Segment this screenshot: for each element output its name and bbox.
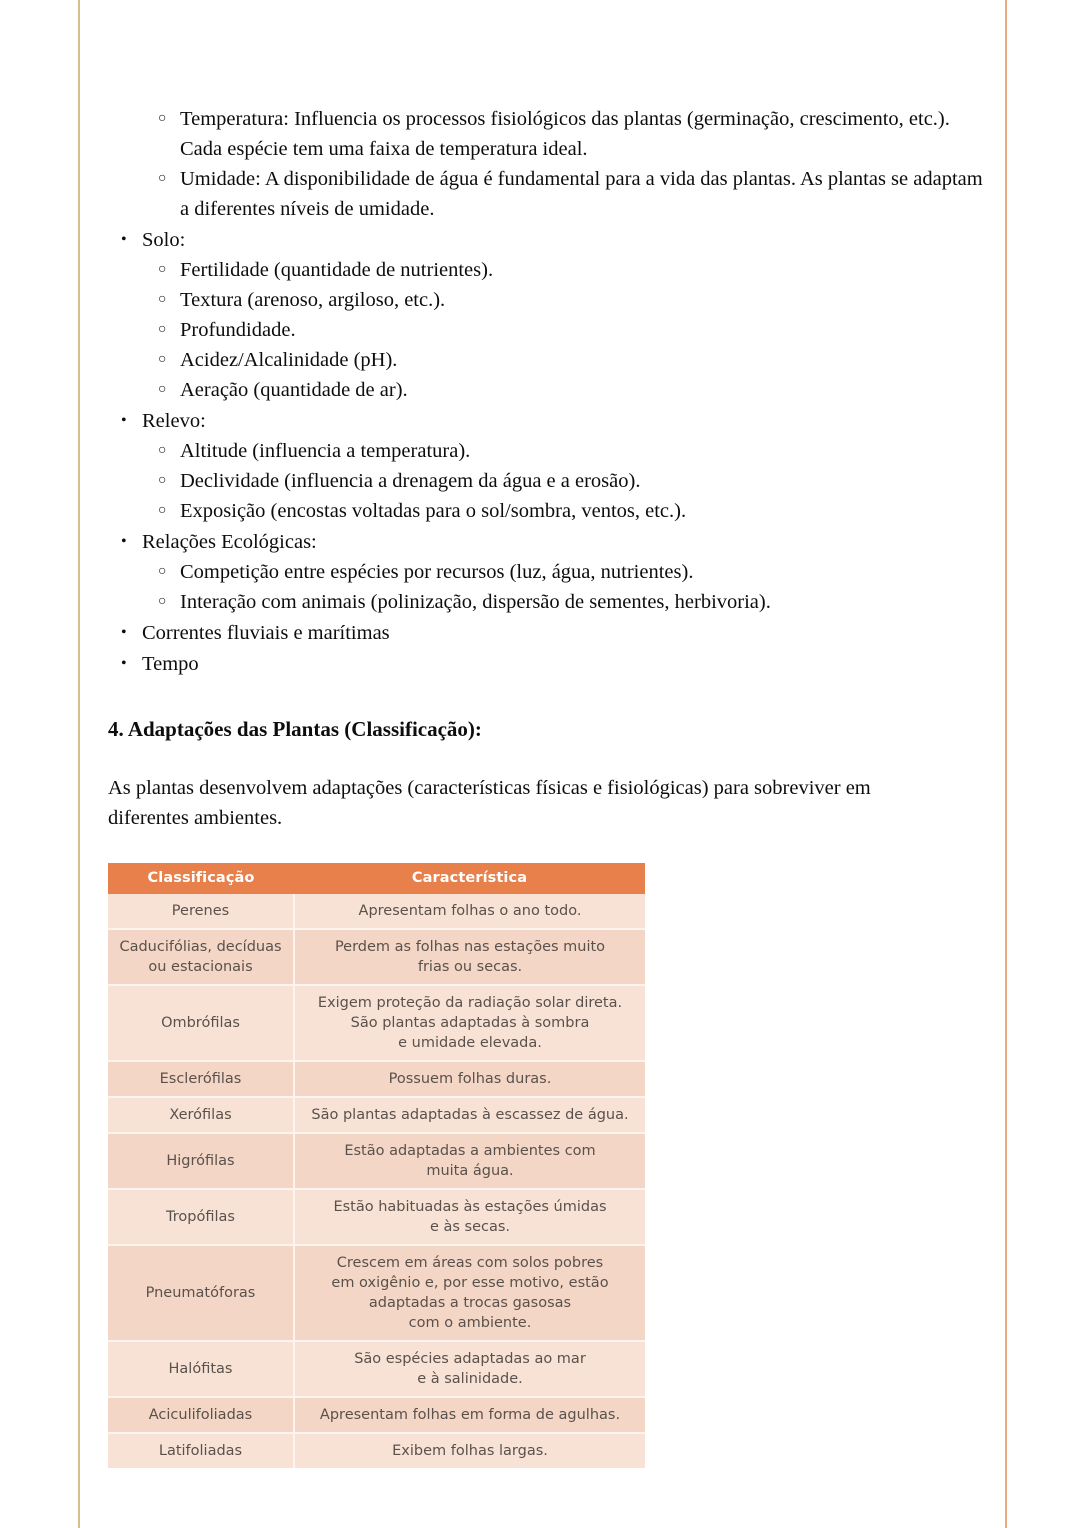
table-cell-classificacao — [108, 1341, 294, 1397]
outline-item-label: Declividade (influencia a drenagem da água e a erosão). — [180, 470, 641, 492]
table-cell-caracteristica — [294, 1061, 645, 1097]
bullet-filled-icon: • — [121, 533, 127, 550]
bullet-filled-icon: • — [121, 655, 127, 672]
table-cell-caracteristica — [294, 894, 645, 929]
outline-item — [108, 225, 988, 255]
outline-item-label: Profundidade. — [180, 319, 296, 341]
table-row — [108, 985, 645, 1061]
table-cell-line: e às secas. — [429, 1219, 511, 1235]
table-cell-line: Aciculifoliadas — [148, 1407, 253, 1423]
table-cell-classificacao — [108, 1133, 294, 1189]
bullet-hollow-icon: ○ — [158, 262, 167, 277]
page-rule-left — [78, 0, 80, 1528]
outline-item — [108, 285, 988, 315]
table-cell-line: Estão adaptadas a ambientes com — [344, 1143, 596, 1159]
outline-item — [108, 436, 988, 466]
outline-item-label: Interação com animais (polinização, dispersão de sementes, herbivoria). — [180, 591, 771, 613]
outline-item — [108, 375, 988, 405]
outline-item — [108, 466, 988, 496]
table-row — [108, 1433, 645, 1468]
outline-item — [108, 587, 988, 617]
table-cell-caracteristica — [294, 1397, 645, 1433]
table-cell-caracteristica — [294, 1245, 645, 1341]
outline-item — [108, 618, 988, 648]
outline-list — [108, 104, 988, 679]
bullet-filled-icon: • — [121, 624, 127, 641]
table-cell-line: com o ambiente. — [408, 1315, 532, 1331]
table-cell-line: adaptadas a trocas gasosas — [368, 1295, 572, 1311]
table-cell-caracteristica — [294, 985, 645, 1061]
section-heading: 4. Adaptações das Plantas (Classificação): — [108, 717, 482, 741]
table-cell-line: Ombrófilas — [161, 1015, 240, 1031]
outline-item — [108, 557, 988, 587]
document-content — [108, 0, 988, 1468]
bullet-hollow-icon: ○ — [158, 322, 167, 337]
table-cell-classificacao — [108, 1097, 294, 1133]
bullet-hollow-icon: ○ — [158, 171, 167, 186]
table-row — [108, 894, 645, 929]
table-cell-line: Estão habituadas às estações úmidas — [333, 1199, 607, 1215]
page-rule-right — [1005, 0, 1007, 1528]
outline-item-label: Tempo — [142, 653, 199, 675]
bullet-filled-icon: • — [121, 412, 127, 429]
table-cell-line: e à salinidade. — [417, 1371, 523, 1387]
table-cell-line: Higrófilas — [166, 1153, 235, 1169]
table-row — [108, 1245, 645, 1341]
outline-item-label: Correntes fluviais e marítimas — [142, 622, 390, 644]
table-row — [108, 1061, 645, 1097]
table-cell-caracteristica — [294, 1189, 645, 1245]
section-paragraph: As plantas desenvolvem adaptações (características físicas e fisiológicas) para sobreviver em diferentes ambientes. — [108, 777, 871, 829]
outline-item — [108, 406, 988, 436]
table-cell-line: Perdem as folhas nas estações muito — [334, 939, 606, 955]
outline-item-label: Acidez/Alcalinidade (pH). — [180, 349, 398, 371]
table-cell-line: e umidade elevada. — [398, 1035, 542, 1051]
spacer-after-heading — [108, 743, 988, 773]
table-cell-line: Esclerófilas — [159, 1071, 242, 1087]
table-cell-line: Exigem proteção da radiação solar direta. — [317, 995, 623, 1011]
bullet-hollow-icon: ○ — [158, 473, 167, 488]
bullet-hollow-icon: ○ — [158, 352, 167, 367]
table-row — [108, 1133, 645, 1189]
outline-item-label: Textura (arenoso, argiloso, etc.). — [180, 289, 446, 311]
bullet-hollow-icon: ○ — [158, 443, 167, 458]
table-row — [108, 1397, 645, 1433]
table-cell-caracteristica — [294, 1133, 645, 1189]
bullet-hollow-icon: ○ — [158, 564, 167, 579]
table-row — [108, 929, 645, 985]
outline-item — [108, 255, 988, 285]
outline-item — [108, 345, 988, 375]
outline-item-label: Fertilidade (quantidade de nutrientes). — [180, 259, 494, 281]
table-cell-line: Perenes — [171, 903, 230, 919]
classification-table — [108, 863, 645, 1468]
outline-item-label: Umidade: A disponibilidade de água é fundamental para a vida das plantas. As plantas se adaptam a diferentes níveis de umidade. — [180, 168, 983, 220]
outline-item-label: Competição entre espécies por recursos (luz, água, nutrientes). — [180, 561, 694, 583]
outline-item — [108, 496, 988, 526]
bullet-hollow-icon: ○ — [158, 382, 167, 397]
table-cell-caracteristica — [294, 1433, 645, 1468]
column-header-caracteristica: Característica — [294, 863, 645, 894]
outline-item-label: Altitude (influencia a temperatura). — [180, 440, 471, 462]
table-cell-line: São plantas adaptadas à sombra — [350, 1015, 590, 1031]
outline-item-label: Relevo: — [142, 410, 206, 432]
table-body — [108, 894, 645, 1468]
table-cell-line: ou estacionais — [148, 959, 253, 975]
table-cell-line: muita água. — [426, 1163, 514, 1179]
bullet-hollow-icon: ○ — [158, 292, 167, 307]
table-cell-line: Latifoliadas — [158, 1443, 243, 1459]
table-cell-line: Xerófilas — [169, 1107, 232, 1123]
table-cell-classificacao — [108, 985, 294, 1061]
bullet-hollow-icon: ○ — [158, 503, 167, 518]
outline-item — [108, 164, 988, 224]
table-cell-line: Possuem folhas duras. — [388, 1071, 552, 1087]
table-cell-line: Exibem folhas largas. — [392, 1443, 548, 1459]
table-cell-line: Apresentam folhas o ano todo. — [358, 903, 582, 919]
table-cell-line: São plantas adaptadas à escassez de água. — [311, 1107, 629, 1123]
bullet-filled-icon: • — [121, 231, 127, 248]
outline-item-label: Relações Ecológicas: — [142, 531, 317, 553]
table-cell-line: Apresentam folhas em forma de agulhas. — [319, 1407, 621, 1423]
table-cell-line: em oxigênio e, por esse motivo, estão — [331, 1275, 609, 1291]
table-cell-caracteristica — [294, 1097, 645, 1133]
bullet-hollow-icon: ○ — [158, 111, 167, 126]
outline-item — [108, 649, 988, 679]
table-header-row — [108, 863, 645, 894]
outline-item — [108, 527, 988, 557]
spacer-before-heading — [108, 679, 988, 715]
table-cell-classificacao — [108, 1397, 294, 1433]
table-cell-classificacao — [108, 1189, 294, 1245]
column-header-classificacao: Classificação — [108, 863, 294, 894]
table-cell-caracteristica — [294, 1341, 645, 1397]
outline-item — [108, 315, 988, 345]
table-cell-line: Tropófilas — [166, 1209, 235, 1225]
classification-table-wrap — [108, 863, 988, 1468]
table-cell-line: Crescem em áreas com solos pobres — [336, 1255, 604, 1271]
table-cell-classificacao — [108, 894, 294, 929]
table-cell-classificacao — [108, 1061, 294, 1097]
outline-item — [108, 104, 988, 164]
table-cell-line: Halófitas — [168, 1361, 233, 1377]
outline-block — [108, 0, 988, 679]
outline-item-label: Solo: — [142, 229, 186, 251]
table-cell-line: São espécies adaptadas ao mar — [354, 1351, 586, 1367]
table-cell-line: Pneumatóforas — [145, 1285, 256, 1301]
outline-item-label: Aeração (quantidade de ar). — [180, 379, 408, 401]
outline-item-label: Temperatura: Influencia os processos fisiológicos das plantas (germinação, crescimento, etc.). Cada espécie tem uma faixa de temperatura ideal. — [180, 108, 950, 160]
table-cell-classificacao — [108, 929, 294, 985]
bullet-hollow-icon: ○ — [158, 594, 167, 609]
table-cell-line: frias ou secas. — [417, 959, 523, 975]
table-cell-classificacao — [108, 1245, 294, 1341]
outline-item-label: Exposição (encostas voltadas para o sol/sombra, ventos, etc.). — [180, 500, 687, 522]
table-cell-line: Caducifólias, decíduas — [119, 939, 282, 955]
table-row — [108, 1189, 645, 1245]
table-cell-classificacao — [108, 1433, 294, 1468]
table-cell-caracteristica — [294, 929, 645, 985]
table-row — [108, 1341, 645, 1397]
table-row — [108, 1097, 645, 1133]
